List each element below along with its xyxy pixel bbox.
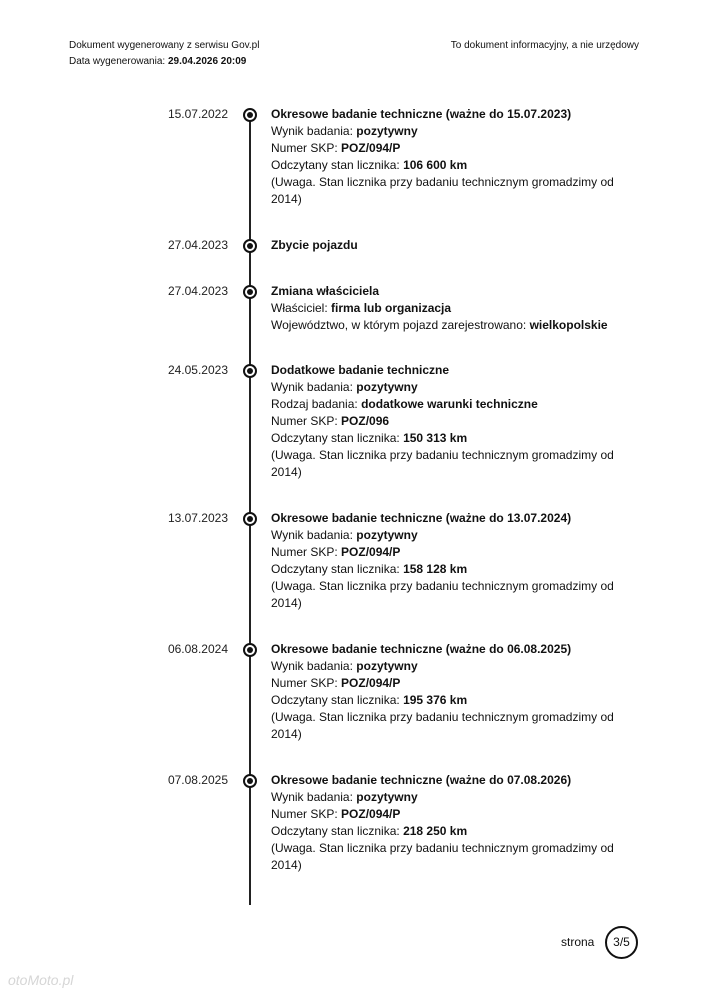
event-details [271,772,616,874]
line-label: Odczytany stan licznika: [271,693,404,707]
event-details [271,237,616,254]
event-line [271,692,616,709]
event-line [271,430,616,447]
line-value: POZ/094/P [341,545,401,559]
event-line [271,658,616,675]
event-date: 15.07.2022 [167,107,228,121]
line-value: wielkopolskie [529,318,608,332]
event-title: Zbycie pojazdu [271,238,358,252]
event-date: 24.05.2023 [167,363,228,377]
line-value: firma lub organizacja [331,301,452,315]
line-label: Numer SKP: [271,545,342,559]
event-line [271,527,616,544]
header-generated-date [69,56,246,68]
timeline-dot-icon [243,512,257,526]
line-value: dodatkowe warunki techniczne [361,397,538,411]
header-disclaimer: To dokument informacyjny, a nie urzędowy [450,40,639,51]
event-line [271,544,616,561]
line-value: 106 600 km [403,158,468,172]
event-details [271,641,616,743]
page-number-badge: 3/5 [605,926,638,959]
event-title: Okresowe badanie techniczne (ważne do 07.08.2026) [271,773,572,787]
event-line [271,123,616,140]
line-label: Województwo, w którym pojazd zarejestrowano: [271,318,530,332]
event-note: (Uwaga. Stan licznika przy badaniu technicznym gromadzimy od 2014) [271,448,614,479]
event-line [271,675,616,692]
event-line [271,157,616,174]
event-title: Okresowe badanie techniczne (ważne do 06.08.2025) [271,642,572,656]
line-value: pozytywny [356,124,418,138]
event-title: Dodatkowe badanie techniczne [271,363,450,377]
line-label: Właściciel: [271,301,332,315]
page-label: strona [561,935,595,949]
line-value: 150 313 km [403,431,468,445]
line-value: POZ/094/P [341,676,401,690]
event-line [271,379,616,396]
watermark: otoMoto.pl [8,972,74,988]
line-value: pozytywny [356,790,418,804]
event-line [271,317,616,334]
line-label: Rodzaj badania: [271,397,362,411]
event-note: (Uwaga. Stan licznika przy badaniu technicznym gromadzimy od 2014) [271,841,614,872]
event-line [271,413,616,430]
line-value: POZ/094/P [341,807,401,821]
line-value: POZ/096 [341,414,390,428]
timeline-dot-icon [243,285,257,299]
event-note: (Uwaga. Stan licznika przy badaniu technicznym gromadzimy od 2014) [271,579,614,610]
line-value: pozytywny [356,528,418,542]
timeline-dot-icon [243,643,257,657]
event-line [271,789,616,806]
line-label: Numer SKP: [271,414,342,428]
header-source: Dokument wygenerowany z serwisu Gov.pl [69,40,260,51]
line-label: Odczytany stan licznika: [271,824,404,838]
event-note: (Uwaga. Stan licznika przy badaniu technicznym gromadzimy od 2014) [271,175,614,206]
line-label: Numer SKP: [271,141,342,155]
event-line [271,806,616,823]
event-date: 06.08.2024 [167,642,228,656]
line-label: Wynik badania: [271,380,357,394]
event-title: Zmiana właściciela [271,284,380,298]
event-date: 27.04.2023 [167,238,228,252]
event-line [271,396,616,413]
event-details [271,362,616,481]
line-label: Wynik badania: [271,659,357,673]
line-label: Odczytany stan licznika: [271,158,404,172]
event-line [271,561,616,578]
line-label: Wynik badania: [271,124,357,138]
event-line [271,823,616,840]
event-date: 07.08.2025 [167,773,228,787]
timeline-dot-icon [243,108,257,122]
line-label: Numer SKP: [271,807,342,821]
line-label: Odczytany stan licznika: [271,431,404,445]
event-note: (Uwaga. Stan licznika przy badaniu technicznym gromadzimy od 2014) [271,710,614,741]
event-title: Okresowe badanie techniczne (ważne do 13.07.2024) [271,511,572,525]
event-line [271,140,616,157]
timeline-dot-icon [243,364,257,378]
event-line [271,300,616,317]
event-title: Okresowe badanie techniczne (ważne do 15.07.2023) [271,107,572,121]
timeline-dot-icon [243,774,257,788]
line-label: Numer SKP: [271,676,342,690]
event-date: 27.04.2023 [167,284,228,298]
line-value: POZ/094/P [341,141,401,155]
line-value: 218 250 km [403,824,468,838]
event-date: 13.07.2023 [167,511,228,525]
line-label: Wynik badania: [271,528,357,542]
line-value: pozytywny [356,659,418,673]
event-details [271,106,616,208]
event-details [271,510,616,612]
event-details [271,283,616,334]
line-value: 195 376 km [403,693,468,707]
generated-label: Data wygenerowania: [69,56,168,67]
timeline-dot-icon [243,239,257,253]
line-label: Wynik badania: [271,790,357,804]
line-value: 158 128 km [403,562,468,576]
generated-value: 29.04.2026 20:09 [167,56,247,67]
line-value: pozytywny [356,380,418,394]
line-label: Odczytany stan licznika: [271,562,404,576]
